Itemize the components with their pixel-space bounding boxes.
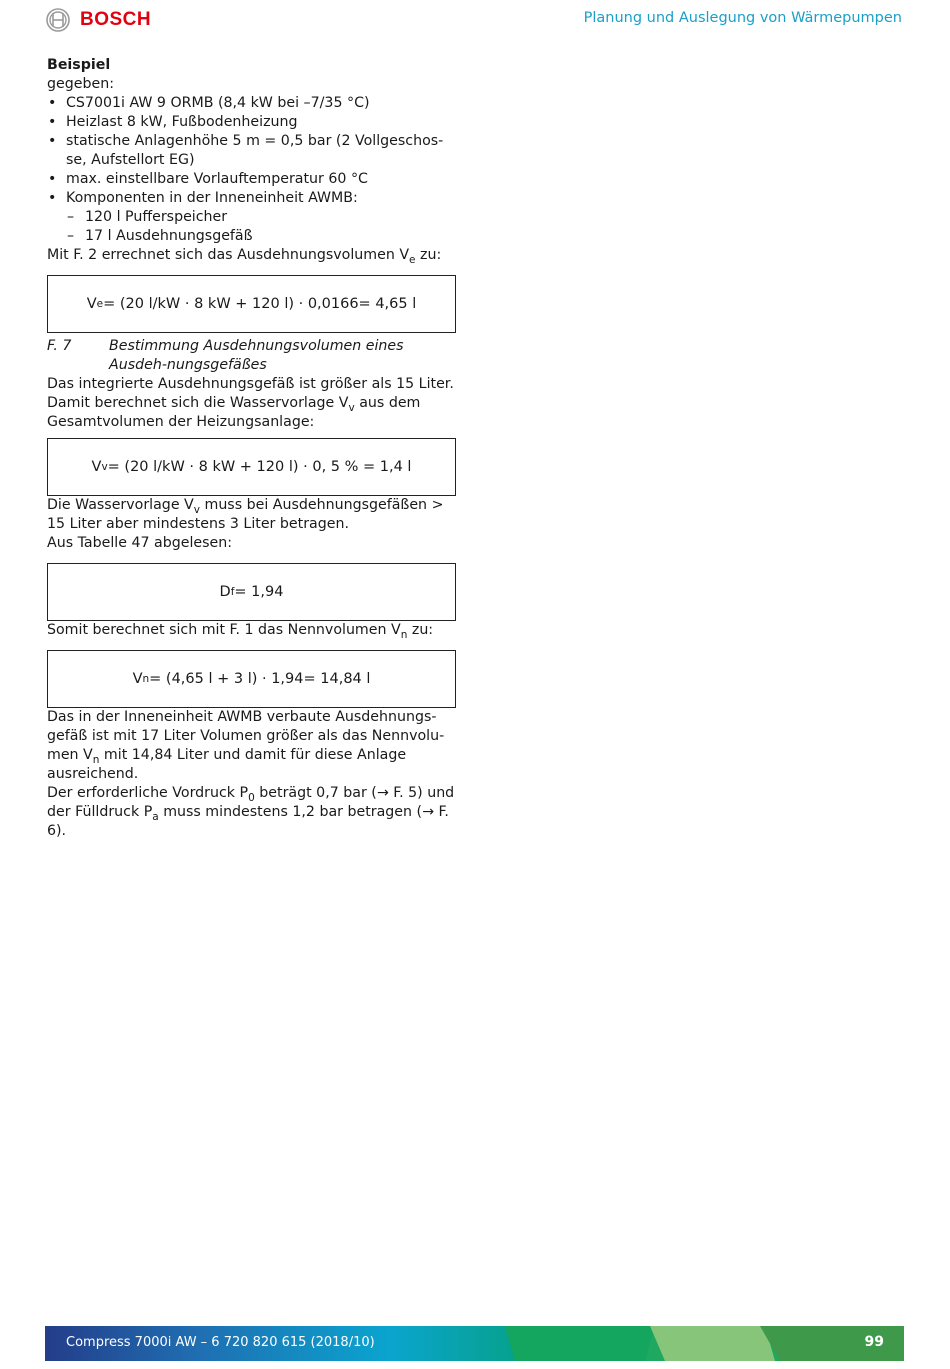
page-number: 99 <box>864 1334 884 1350</box>
list-item: – 17 l Ausdehnungsgefäß <box>47 227 457 246</box>
bosch-armature-icon <box>46 8 70 32</box>
caption-label: F. 7 <box>47 338 72 354</box>
paragraph: Somit berechnet sich mit F. 1 das Nennvolumen $V_n$ zu: <box>47 622 434 641</box>
paragraph: Die Wasservorlage $V_v$ muss bei Ausdehnungsgefäßen > 15 Liter aber mindestens 3 Liter betragen. <box>47 497 444 532</box>
bosch-logo <box>46 8 151 32</box>
formula-nominal-volume: V n = (4,65 l + 3 l) · 1,94= 14,84 l <box>47 650 456 708</box>
given-list <box>47 94 457 208</box>
figure-caption <box>47 337 457 375</box>
paragraph: Das in der Inneneinheit AWMB verbaute Ausdehnungs-gefäß ist mit 17 Liter Volumen größer als das Nennvolu-men $V_n$ mit 14,84 Liter und damit für diese Anlage ausreichend. <box>47 709 445 782</box>
example-heading: Beispiel <box>47 57 111 73</box>
paragraph: Das integrierte Ausdehnungsgefäß ist größer als 15 Liter. Damit berechnet sich die Wasservorlage $V_v$ aus dem Gesamtvolumen der Heizungsanlage: <box>47 376 454 430</box>
list-item: • max. einstellbare Vorlauftemperatur 60 °C <box>47 170 457 189</box>
page-header <box>0 0 950 50</box>
list-item: • statische Anlagenhöhe 5 m = 0,5 bar (2 Vollgeschos-se, Aufstellort EG) <box>47 132 457 170</box>
formula-pressure-factor: D f = 1,94 <box>47 563 456 621</box>
document-reference: Compress 7000i AW – 6 720 820 615 (2018/10) <box>66 1335 375 1350</box>
formula-expansion-volume: V e = (20 l/kW · 8 kW + 120 l) · 0,0166= 4,65 l <box>47 275 456 333</box>
paragraph: Der erforderliche Vordruck $P_0$ beträgt 0,7 bar (→ F. 5) und der Fülldruck $P_a$ muss mindestens 1,2 bar betragen (→ F. 6). <box>47 785 455 839</box>
caption-text: Bestimmung Ausdehnungsvolumen eines Ausdeh-nungsgefäßes <box>109 338 404 373</box>
list-item: • Komponenten in der Inneneinheit AWMB: <box>47 189 457 208</box>
paragraph: Mit F. 2 errechnet sich das Ausdehnungsvolumen $V_e$ zu: <box>47 247 442 266</box>
main-content <box>47 56 457 841</box>
brand-name: BOSCH <box>80 9 152 30</box>
given-label: gegeben: <box>47 76 114 92</box>
section-title: Planung und Auslegung von Wärmepumpen <box>583 10 902 26</box>
page-footer <box>45 1326 904 1361</box>
list-item: • Heizlast 8 kW, Fußbodenheizung <box>47 113 457 132</box>
list-item: • CS7001i AW 9 ORMB (8,4 kW bei –7/35 °C) <box>47 94 457 113</box>
list-item: – 120 l Pufferspeicher <box>47 208 457 227</box>
formula-water-reserve: V v = (20 l/kW · 8 kW + 120 l) · 0, 5 % = 1,4 l <box>47 438 456 496</box>
paragraph: Aus Tabelle 47 abgelesen: <box>47 535 233 551</box>
component-sublist <box>47 208 457 246</box>
